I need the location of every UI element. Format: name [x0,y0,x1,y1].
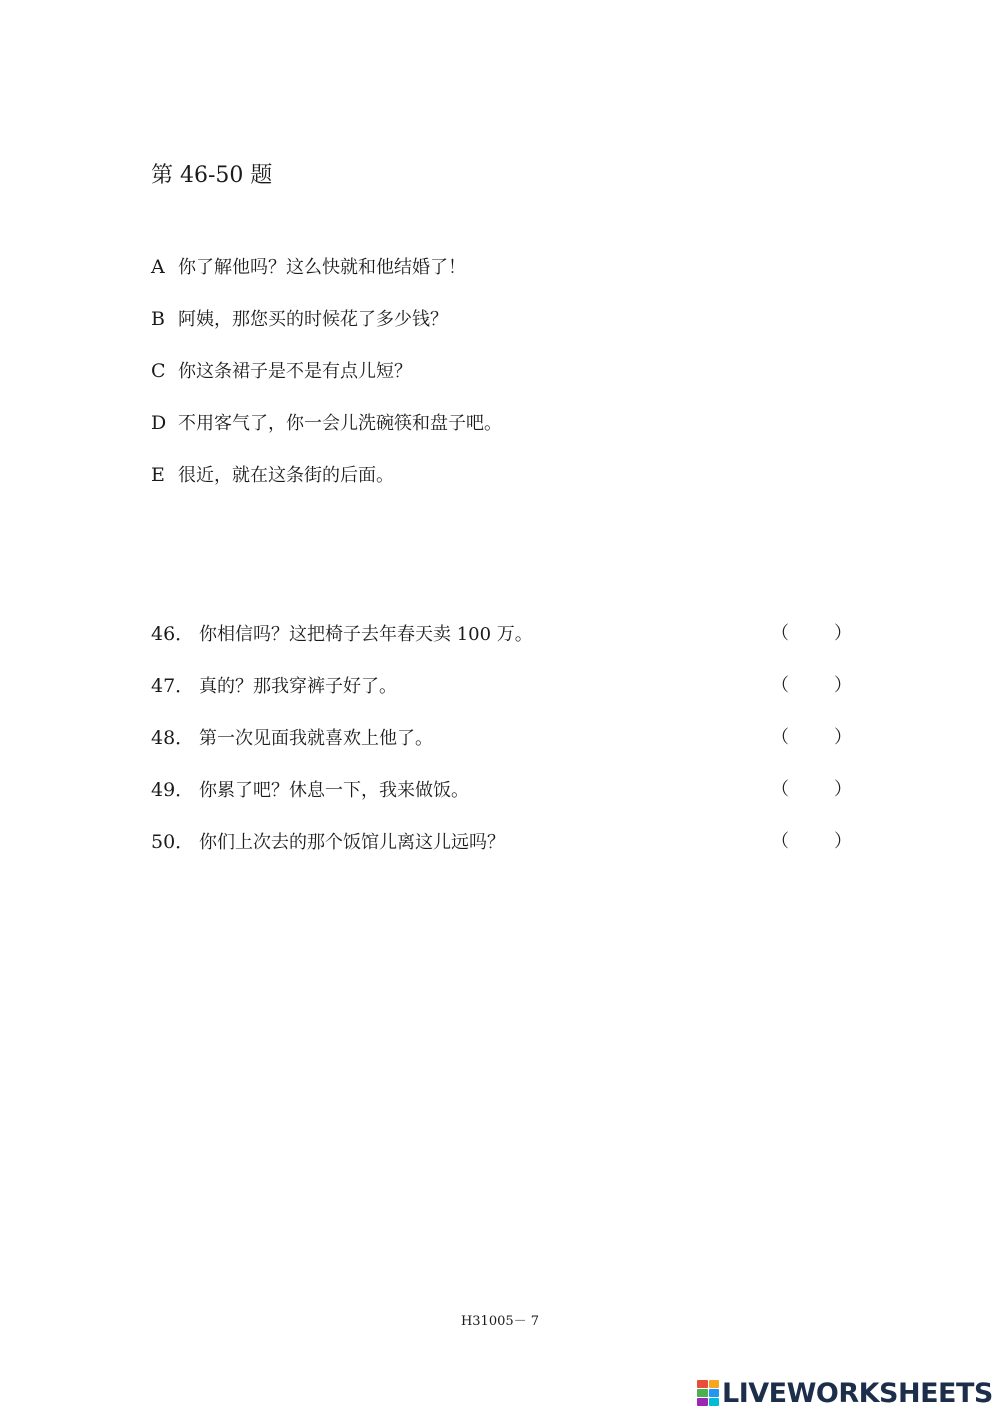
question-text: 你相信吗？这把椅子去年春天卖 100 万。 [199,624,533,645]
liveworksheets-watermark [697,1377,993,1409]
option-letter: A [151,256,165,278]
answer-blank-close: ） [834,623,852,644]
question-number: 49． [151,779,195,801]
logo-cell [709,1389,720,1397]
logo-cell [697,1398,708,1406]
question-number: 50． [151,831,195,853]
logo-cell [709,1380,720,1388]
option-d [151,409,502,435]
question-48 [151,723,851,751]
question-text: 你累了吧？休息一下，我来做饭。 [199,780,469,801]
answer-blank-close: ） [834,831,852,852]
question-number: 48． [151,727,195,749]
answer-blank-close: ） [834,727,852,748]
question-49 [151,775,851,803]
question-47 [151,671,851,699]
option-letter: D [151,412,167,434]
answer-blank-close: ） [834,779,852,800]
section-title: 第 46-50 题 [151,163,273,188]
option-text: 很近，就在这条街的后面。 [178,465,394,486]
question-number: 46． [151,623,195,645]
question-46 [151,619,851,647]
question-number: 47． [151,675,195,697]
page-footer: H31005－ 7 [460,1314,540,1329]
option-text: 你了解他吗？这么快就和他结婚了！ [178,257,466,278]
logo-cell [697,1380,708,1388]
option-text: 不用客气了，你一会儿洗碗筷和盘子吧。 [178,413,502,434]
question-text: 真的？那我穿裤子好了。 [199,676,397,697]
logo-cell [709,1398,720,1406]
option-b [151,305,448,331]
logo-cell [697,1389,708,1397]
option-letter: E [151,464,165,486]
answer-blank-open[interactable]: （ [771,727,789,748]
answer-blank-open[interactable]: （ [771,779,789,800]
answer-blank-open[interactable]: （ [771,831,789,852]
question-text: 第一次见面我就喜欢上他了。 [199,728,433,749]
answer-blank-open[interactable]: （ [771,675,789,696]
liveworksheets-logo-icon [697,1380,719,1406]
question-text: 你们上次去的那个饭馆儿离这儿远吗？ [199,832,505,853]
option-c [151,357,412,383]
option-text: 你这条裙子是不是有点儿短？ [178,361,412,382]
option-letter: B [151,308,165,330]
watermark-text: LIVEWORKSHEETS [722,1377,993,1409]
answer-blank-close: ） [834,675,852,696]
option-e [151,461,394,487]
option-text: 阿姨，那您买的时候花了多少钱？ [178,309,448,330]
question-50 [151,827,851,855]
answer-blank-open[interactable]: （ [771,623,789,644]
option-a [151,253,466,279]
option-letter: C [151,360,166,382]
